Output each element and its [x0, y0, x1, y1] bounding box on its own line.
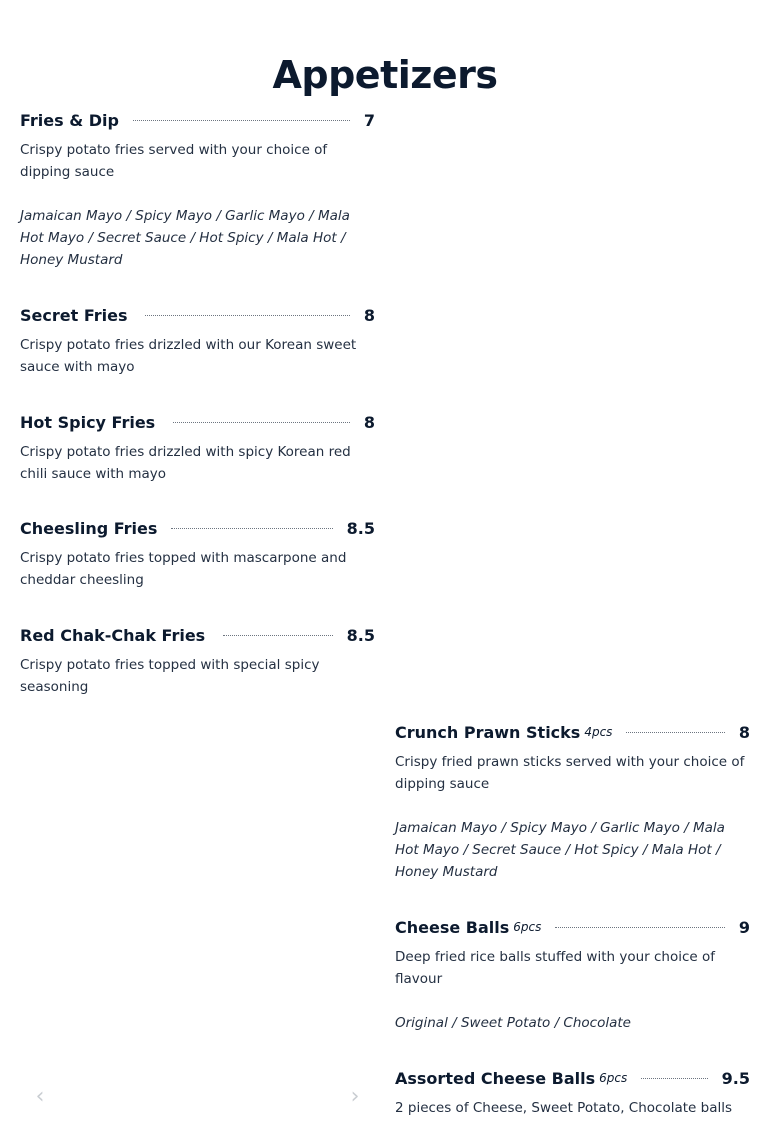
menu-item — [20, 622, 375, 698]
menu-item — [20, 515, 375, 591]
menu-item-name: Secret Fries — [20, 305, 128, 325]
menu-item-name: Red Chak-Chak Fries — [20, 625, 206, 645]
menu-item — [395, 914, 750, 1034]
menu-item-description: 2 pieces of Cheese, Sweet Potato, Chocolate balls — [395, 1100, 733, 1116]
dotted-leader — [555, 927, 724, 928]
menu-item-name: Cheese Balls — [395, 917, 510, 937]
page-title: Appetizers — [272, 53, 498, 98]
dotted-leader — [133, 120, 350, 121]
menu-item-name: Crunch Prawn Sticks — [395, 722, 581, 742]
chevron-left-icon[interactable]: ‹ — [35, 1084, 45, 1109]
menu-item — [395, 1065, 750, 1119]
menu-item-price: 7 — [363, 110, 375, 130]
menu-item-options: Jamaican Mayo / Spicy Mayo / Garlic Mayo / Mala Hot Mayo / Secret Sauce / Hot Spicy / Mala Hot / Honey Mustard — [20, 208, 350, 268]
menu-item-options: Jamaican Mayo / Spicy Mayo / Garlic Mayo / Mala Hot Mayo / Secret Sauce / Hot Spicy / Mala Hot / Honey Mustard — [395, 820, 725, 880]
menu-item-header — [20, 515, 375, 541]
menu-item-header — [20, 409, 375, 435]
menu-item-description: Crispy fried prawn sticks served with your choice of dipping sauce — [395, 754, 745, 792]
dotted-leader — [223, 635, 332, 636]
menu-item-header — [395, 1065, 750, 1091]
dotted-leader — [173, 422, 350, 423]
menu-item-price: 8 — [738, 722, 750, 742]
chevron-right-icon[interactable]: › — [350, 1084, 360, 1109]
menu-item-name: Assorted Cheese Balls — [395, 1068, 596, 1088]
menu-item-quantity: 6pcs — [599, 1071, 628, 1085]
menu-item-name: Hot Spicy Fries — [20, 412, 156, 432]
menu-item-header — [20, 107, 375, 133]
dotted-leader — [626, 732, 724, 733]
menu-item — [20, 302, 375, 378]
menu-item-header — [395, 719, 750, 745]
menu-item-price: 9.5 — [721, 1068, 750, 1088]
menu-item-price: 9 — [738, 917, 750, 937]
menu-item-description: Crispy potato fries drizzled with spicy Korean red chili sauce with mayo — [20, 444, 351, 482]
dotted-leader — [641, 1078, 707, 1079]
menu-item-name: Cheesling Fries — [20, 518, 158, 538]
menu-item — [20, 409, 375, 485]
menu-item-price: 8.5 — [346, 518, 375, 538]
menu-item-description: Crispy potato fries drizzled with our Korean sweet sauce with mayo — [20, 337, 357, 375]
menu-item-description: Crispy potato fries served with your choice of dipping sauce — [20, 142, 328, 180]
menu-item-options: Original / Sweet Potato / Chocolate — [395, 1015, 631, 1031]
menu-item-quantity: 4pcs — [584, 725, 613, 739]
dotted-leader — [171, 528, 332, 529]
menu-item-name: Fries & Dip — [20, 110, 119, 130]
menu-item-header — [20, 302, 375, 328]
menu-item-price: 8 — [363, 412, 375, 432]
menu-item — [395, 719, 750, 883]
menu-item-quantity: 6pcs — [513, 920, 542, 934]
menu-item-description: Crispy potato fries topped with special spicy seasoning — [20, 657, 320, 695]
dotted-leader — [145, 315, 349, 316]
menu-item-price: 8.5 — [346, 625, 375, 645]
menu-item — [20, 107, 375, 271]
menu-item-header — [20, 622, 375, 648]
menu-item-description: Deep fried rice balls stuffed with your choice of flavour — [395, 949, 716, 987]
menu-item-price: 8 — [363, 305, 375, 325]
menu-item-description: Crispy potato fries topped with mascarpone and cheddar cheesling — [20, 550, 347, 588]
menu-item-header — [395, 914, 750, 940]
